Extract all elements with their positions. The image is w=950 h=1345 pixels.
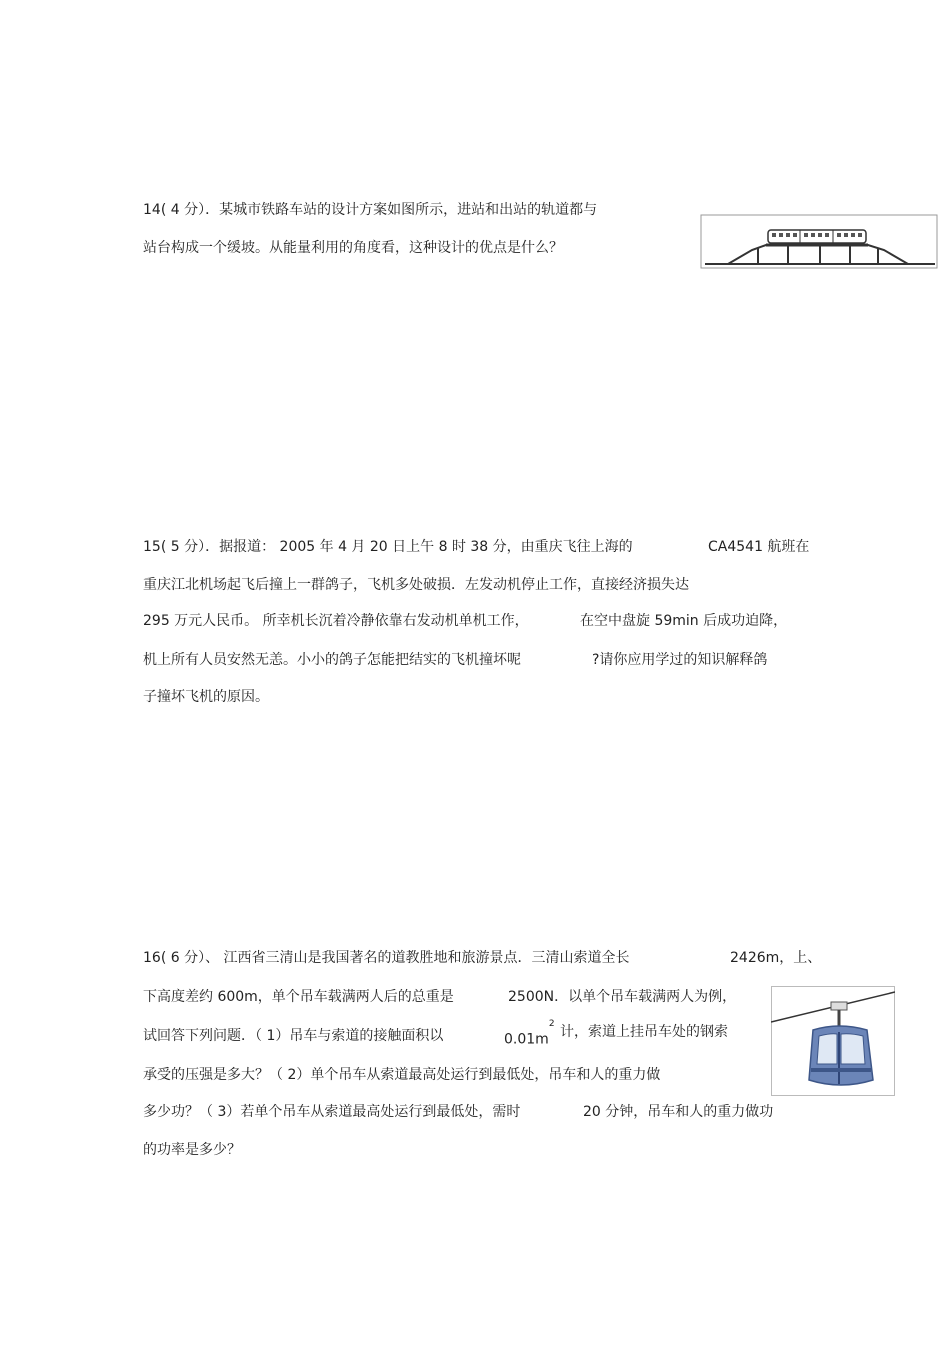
railway-station-figure — [700, 214, 938, 269]
q15-line-5: 子撞坏飞机的原因。 — [143, 689, 269, 705]
q15-line-2: 重庆江北机场起飞后撞上一群鸽子，飞机多处破损．左发动机停止工作，直接经济损失达 — [143, 577, 689, 593]
q15-line-1a: 15( 5 分）．据报道： 2005 年 4 月 20 日上午 8 时 38 分，由重庆飞往上海的 — [143, 539, 633, 555]
q14-line-1: 14( 4 分）．某城市铁路车站的设计方案如图所示，进站和出站的轨道都与 — [143, 202, 598, 218]
q16-line-3b — [504, 1019, 555, 1049]
area-exponent: 2 — [548, 1019, 555, 1029]
q15-line-4a: 机上所有人员安然无恙。小小的鸽子怎能把结实的飞机撞坏呢 — [143, 652, 521, 668]
q16-line-3a: 试回答下列问题．（ 1）吊车与索道的接触面积以 — [143, 1028, 444, 1044]
q16-line-1b: 2426m，上、 — [730, 950, 822, 966]
q16-line-6: 的功率是多少？ — [143, 1142, 241, 1158]
q16-line-4: 承受的压强是多大？（ 2）单个吊车从索道最高处运行到最低处，吊车和人的重力做 — [143, 1067, 661, 1083]
cable-car-figure — [771, 986, 895, 1096]
q14-line-2: 站台构成一个缓坡。从能量利用的角度看，这种设计的优点是什么？ — [143, 240, 563, 256]
q16-line-5a: 多少功？（ 3）若单个吊车从索道最高处运行到最低处，需时 — [143, 1104, 521, 1120]
q15-line-3a: 295 万元人民币。 所幸机长沉着冷静依靠右发动机单机工作， — [143, 613, 529, 629]
q16-line-3c: 计，索道上挂吊车处的钢索 — [560, 1024, 728, 1040]
q15-line-4b: ?请你应用学过的知识解释鸽 — [592, 652, 768, 668]
q16-line-1a: 16( 6 分）、 江西省三清山是我国著名的道教胜地和旅游景点．三清山索道全长 — [143, 950, 630, 966]
q16-line-5b: 20 分钟，吊车和人的重力做功 — [583, 1104, 774, 1120]
q15-line-1b: CA4541 航班在 — [708, 539, 810, 555]
area-value: 0.01m — [504, 1031, 549, 1048]
q16-line-2b: 2500N．以单个吊车载满两人为例， — [508, 989, 737, 1005]
q16-line-2a: 下高度差约 600m，单个吊车载满两人后的总重是 — [143, 989, 454, 1005]
q15-line-3b: 在空中盘旋 59min 后成功迫降， — [580, 613, 788, 629]
